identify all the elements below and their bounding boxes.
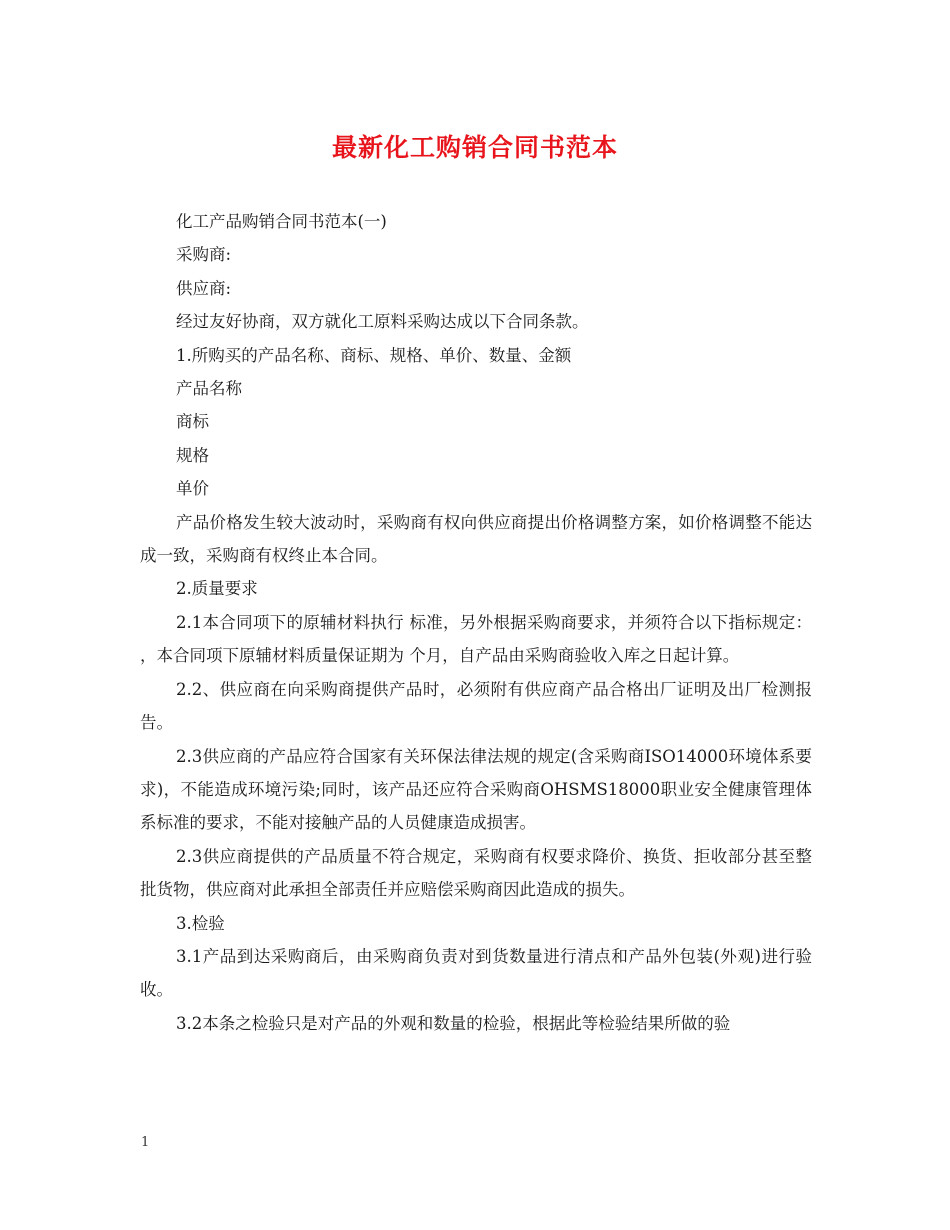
paragraph: 2.3供应商的产品应符合国家有关环保法律法规的规定(含采购商ISO14000环境体系要求)，不能造成环境污染;同时，该产品还应符合采购商OHSMS18000职业安全健康管理体系标准的要求，不能对接触产品的人员健康造成损害。: [140, 746, 812, 833]
paragraph: 产品价格发生较大波动时，采购商有权向供应商提出价格调整方案，如价格调整不能达成一致，采购商有权终止本合同。: [140, 512, 812, 566]
paragraph: 经过友好协商，双方就化工原料采购达成以下合同条款。: [176, 312, 589, 332]
page-number: 1: [141, 1135, 150, 1150]
document-title: 最新化工购销合同书范本: [331, 133, 618, 162]
paragraph: 规格: [176, 445, 209, 465]
paragraph: 单价: [176, 479, 209, 499]
paragraph: 3.检验: [176, 913, 225, 933]
paragraph: 化工产品购销合同书范本(一): [176, 212, 387, 231]
paragraph: 采购商:: [176, 245, 232, 265]
paragraph: 2.1本合同项下的原辅材料执行 标准，另外根据采购商要求，并须符合以下指标规定： ，本合同项下原辅材料质量保证期为 个月，自产品由采购商验收入库之日起计算。: [140, 612, 812, 666]
paragraph: 产品名称: [176, 379, 242, 399]
paragraph: 3.2本条之检验只是对产品的外观和数量的检验，根据此等检验结果所做的验: [176, 1013, 731, 1033]
paragraph: 3.1产品到达采购商后，由采购商负责对到货数量进行清点和产品外包装(外观)进行验收。: [140, 946, 812, 1000]
paragraph: 供应商:: [176, 278, 232, 298]
paragraph: 2.质量要求: [176, 579, 258, 599]
paragraph: 商标: [176, 412, 209, 432]
document-body: [140, 205, 812, 1040]
paragraph: 2.2、供应商在向采购商提供产品时，必须附有供应商产品合格出厂证明及出厂检测报告。: [140, 679, 812, 733]
paragraph: 2.3供应商提供的产品质量不符合规定，采购商有权要求降价、换货、拒收部分甚至整批货物，供应商对此承担全部责任并应赔偿采购商因此造成的损失。: [140, 846, 812, 900]
paragraph: 1.所购买的产品名称、商标、规格、单价、数量、金额: [176, 345, 572, 365]
